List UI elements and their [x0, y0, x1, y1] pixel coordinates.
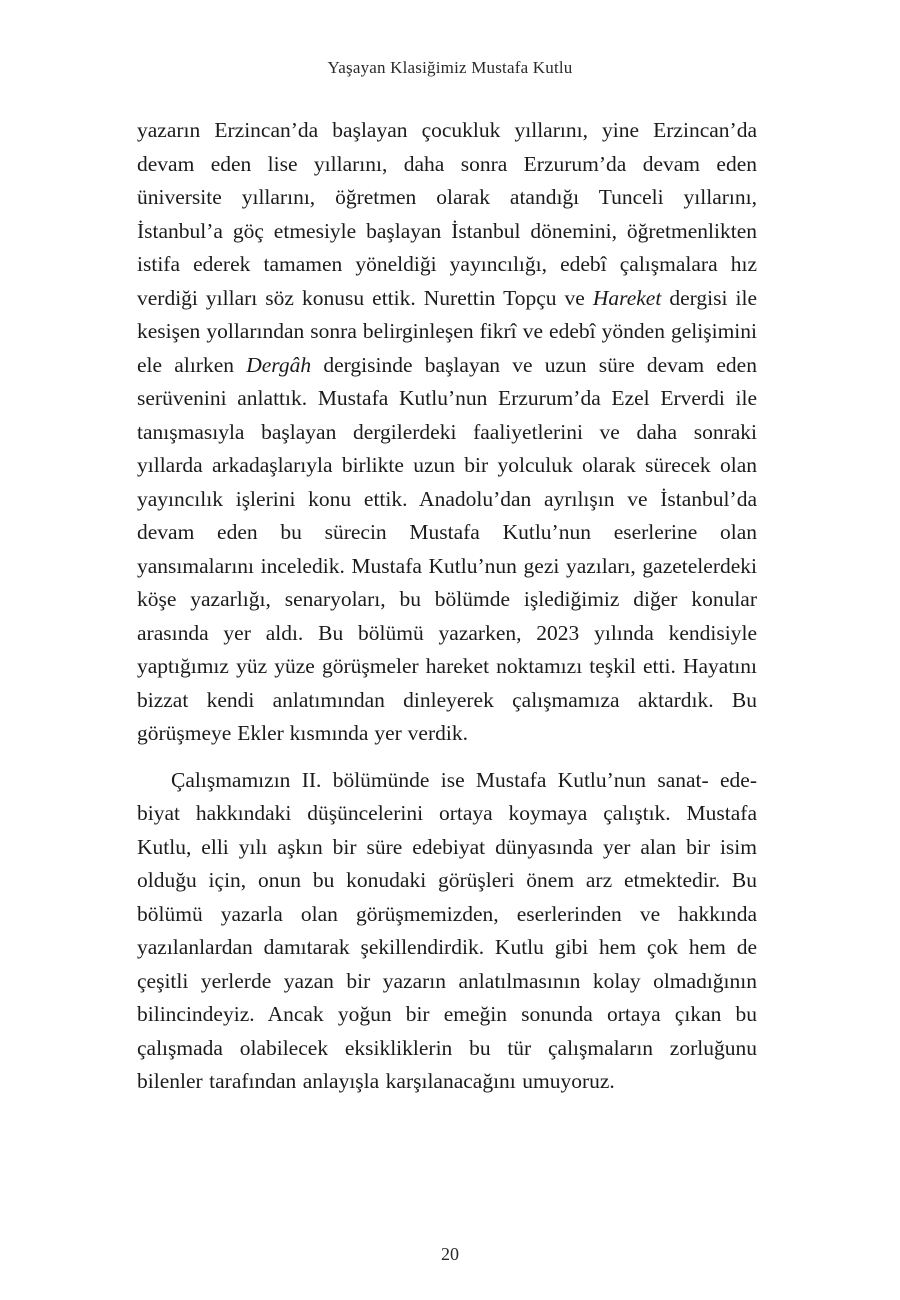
- journal-title-hareket: Hareket: [592, 285, 662, 310]
- body-text: [137, 114, 757, 1099]
- running-header: Yaşayan Klasiğimiz Mustafa Kutlu: [327, 58, 573, 77]
- paragraph-1-text-a: yazarın Erzincan’da başlayan çocukluk yıllarını, yine Erzincan’da devam eden lise yıllarını, daha sonra Erzurum’da devam eden üniversite yıllarını, öğretmen olarak atandığı Tunceli yıllarını, İstanbul’a göç etmesiyle başlayan İstanbul dönemini, öğretmenlikten istifa ederek tamamen yöneldiği yayıncılığı, edebî çalışmalara hız verdiği yılları söz konusu ettik. Nurettin Topçu ve: [137, 118, 757, 310]
- journal-title-dergah: Dergâh: [246, 352, 312, 377]
- page-number: 20: [441, 1244, 459, 1264]
- paragraph-1: [137, 114, 757, 751]
- paragraph-2: Çalışmamızın II. bölümünde ise Mustafa Kutlu’nun sanat- edebiyat hakkındaki düşüncelerini ortaya koymaya çalıştık. Mustafa Kutlu, elli yılı aşkın bir süre edebiyat dünyasında yer alan bir isim olduğu için, onun bu konudaki görüşleri önem arz etmektedir. Bu bölümü yazarla olan görüşmemizden, eserlerinden ve hakkında yazılanlardan damıtarak şekillendirdik. Kutlu gibi hem çok hem de çeşitli yerlerde yazan bir yazarın anlatılmasının kolay olmadığının bilincindeyiz. Ancak yoğun bir emeğin sonunda ortaya çıkan bu çalışmada olabilecek eksikliklerin bu tür çalışmaların zorluğunu bilenler tarafından anlayışla karşılanacağını umuyoruz.: [137, 767, 757, 1093]
- paragraph-1-text-b: dergisi ile kesişen yollarından sonra belirginleşen fikrî ve edebî yönden gelişimini ele alırken: [137, 285, 757, 377]
- paragraph-1-text-c: dergisinde başlayan ve uzun süre devam eden serüvenini anlattık. Mustafa Kutlu’nun Erzurum’da Ezel Erverdi ile tanışmasıyla başlayan dergilerdeki faaliyetlerini ve daha sonraki yıllarda arkadaşlarıyla birlikte uzun bir yolculuk olarak sürecek olan yayıncılık işlerini konu ettik. Anadolu’dan ayrılışın ve İstanbul’da devam eden bu sürecin Mustafa Kutlu’nun eserlerine olan yansımalarını inceledik. Mustafa Kutlu’nun gezi yazıları, gazetelerdeki köşe yazarlığı, senaryoları, bu bölümde işlediğimiz diğer konular arasında yer aldı. Bu bölümü yazarken, 2023 yılında kendisiyle yaptığımız yüz yüze görüşmeler hareket noktamızı teşkil etti. Hayatını bizzat kendi anlatımından dinleyerek çalışmamıza aktardık. Bu görüşmeye Ekler kısmında yer verdik.: [137, 352, 757, 745]
